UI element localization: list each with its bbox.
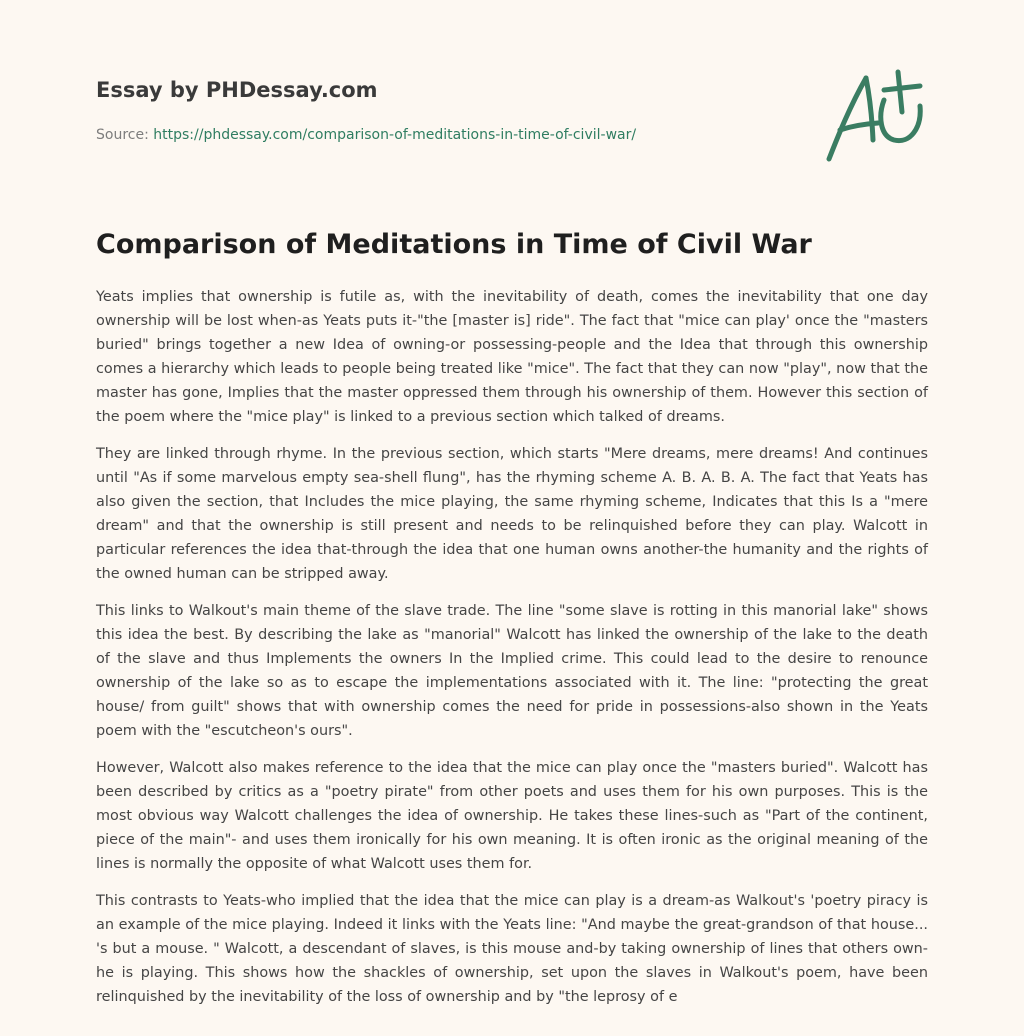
essay-paragraph: This links to Walkout's main theme of the slave trade. The line "some slave is rotting in this manorial lake" shows this idea the best. By describing the lake as "manorial" Walcott has linked the ownership of the lake to the death of the slave and thus Implements the owners In the Implied crime. This could lead to the desire to renounce ownership of the lake so as to escape the implementations associated with it. The line: "protecting the great house/ from guilt" shows that with ownership comes the need for pride in possessions-also shown in the Yeats poem with the "escutcheon's ours". [96, 603, 928, 739]
essay-paragraph: However, Walcott also makes reference to the idea that the mice can play once the "masters buried". Walcott has been described by critics as a "poetry pirate" from other poets and uses them for his own purposes. This is the most obvious way Walcott challenges the idea of ownership. He takes these lines-such as "Part of the continent, piece of the main"- and uses them ironically for his own meaning. It is often ironic as the original meaning of the lines is normally the opposite of what Walcott uses them for. [96, 760, 928, 872]
essay-paragraph: Yeats implies that ownership is futile as, with the inevitability of death, comes the inevitability that one day ownership will be lost when-as Yeats puts it-"the [master is] ride". The fact that "mice can play' once the "masters buried" brings together a new Idea of owning-or possessing-people and the Idea that through this ownership comes a hierarchy which leads to people being treated like "mice". The fact that they can now "play", now that the master has gone, Implies that the master oppressed them through his ownership of them. However this section of the poem where the "mice play" is linked to a previous section which talked of dreams. [96, 289, 928, 425]
essay-paragraph: This contrasts to Yeats-who implied that the idea that the mice can play is a dream-as Walkout's 'poetry piracy is an example of the mice playing. Indeed it links with the Yeats line: "And maybe the great-grandson of that house... 's but a mouse. " Walcott, a descendant of slaves, is this mouse and-by taking ownership of lines that others own-he is playing. This shows how the shackles of ownership, set upon the slaves in Walkout's poem, have been relinquished by the inevitability of the loss of ownership and by "the leprosy of e [96, 893, 928, 1005]
a-plus-grade-icon [822, 66, 928, 166]
site-brand: Essay by PHDessay.com [96, 78, 378, 102]
source-line [96, 125, 796, 145]
page-header [96, 76, 796, 145]
essay-body [96, 285, 928, 1022]
essay-title: Comparison of Meditations in Time of Civil War [96, 229, 812, 260]
source-link[interactable]: https://phdessay.com/comparison-of-meditations-in-time-of-civil-war/ [153, 127, 637, 143]
essay-paragraph: They are linked through rhyme. In the previous section, which starts "Mere dreams, mere dreams! And continues until "As if some marvelous empty sea-shell flung", has the rhyming scheme A. B. A. B. A. The fact that Yeats has also given the section, that Includes the mice playing, the same rhyming scheme, Indicates that this Is a "mere dream" and that the ownership is still present and needs to be relinquished before they can play. Walcott in particular references the idea that-through the idea that one human owns another-the humanity and the rights of the owned human can be stripped away. [96, 446, 928, 582]
source-label: Source: [96, 127, 154, 143]
